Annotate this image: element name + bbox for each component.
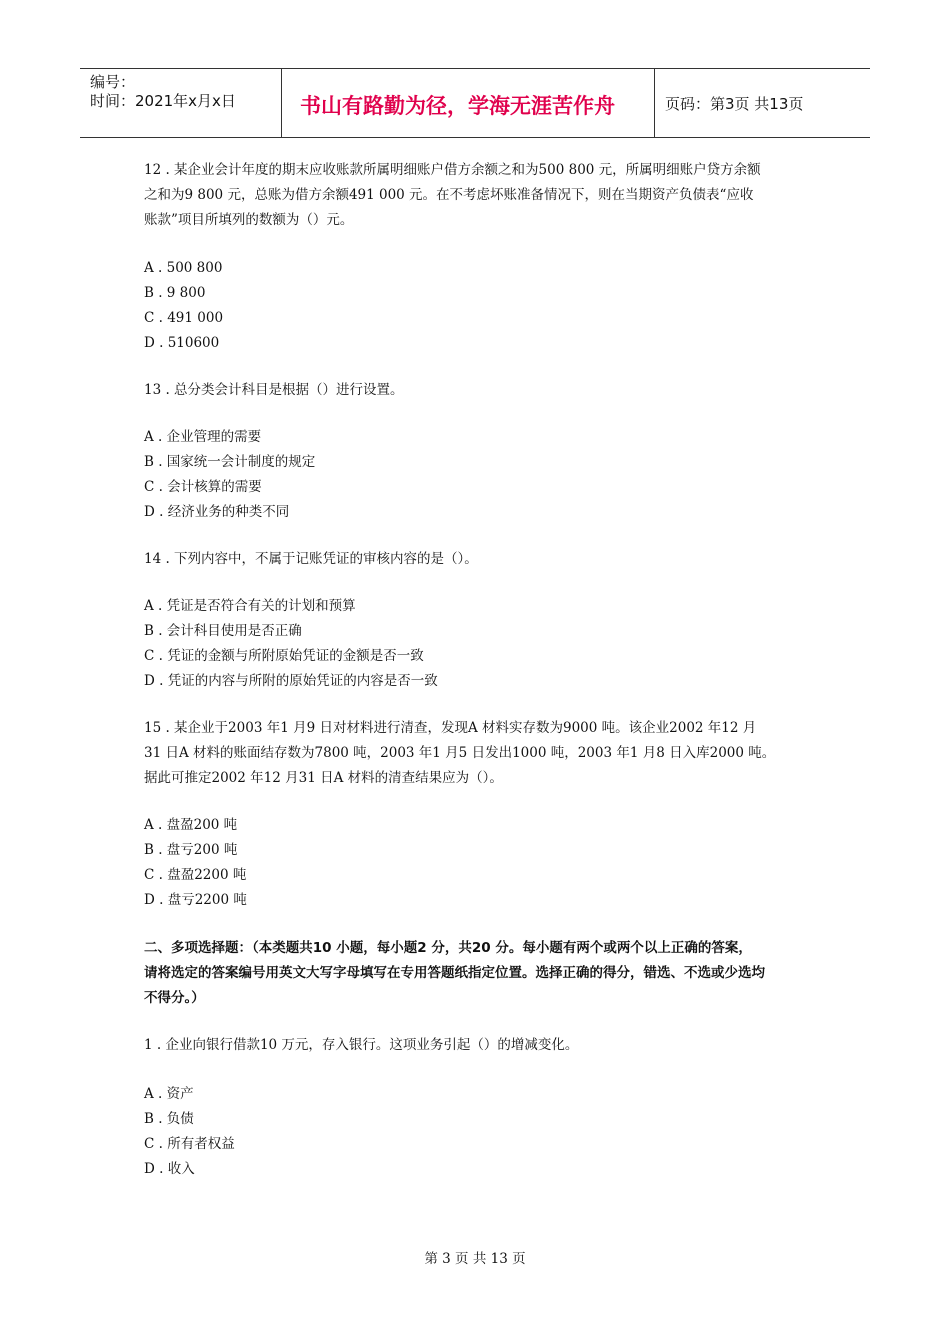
q12-option-c: C . 491 000 [144,310,224,326]
q15-stem-line-2: 31 日A 材料的账面结存数为7800 吨，2003 年1 月5 日发出1000 吨，2003 年1 月8 日入库2000 吨。 [144,745,776,761]
page-footer: 第 3 页 共 13 页 [424,1251,526,1267]
q15-option-b: B . 盘亏200 吨 [144,842,238,858]
date-line: 时间：2021年x月x日 [90,92,236,110]
q13-option-c: C . 会计核算的需要 [144,479,262,495]
header-page-cell [655,69,870,137]
q15-option-a: A . 盘盈200 吨 [144,817,238,833]
q14-stem: 14 . 下列内容中，不属于记账凭证的审核内容的是（）。 [144,551,478,567]
motto: 书山有路勤为径，学海无涯苦作舟 [300,94,615,118]
q14-option-a: A . 凭证是否符合有关的计划和预算 [144,598,356,614]
page-header [80,68,870,138]
q12-option-a: A . 500 800 [144,260,223,276]
mc1-stem: 1 . 企业向银行借款10 万元，存入银行。这项业务引起（）的增减变化。 [144,1037,579,1053]
q13-option-a: A . 企业管理的需要 [144,429,262,445]
number-label: 编号： [90,73,136,91]
q12-stem-line-2: 之和为9 800 元，总账为借方余额491 000 元。在不考虑坏账准备情况下，则在当期资产负债表“应收 [144,187,754,203]
mc1-option-b: B . 负债 [144,1111,194,1127]
header-page-info: 页码：第3页 共13页 [665,95,804,113]
q12-stem-line-1: 12 . 某企业会计年度的期末应收账款所属明细账户借方余额之和为500 800 元，所属明细账户贷方余额 [144,162,761,178]
q15-option-c: C . 盘盈2200 吨 [144,867,247,883]
q13-stem: 13 . 总分类会计科目是根据（）进行设置。 [144,382,404,398]
q14-option-b: B . 会计科目使用是否正确 [144,623,302,639]
q15-stem-line-1: 15 . 某企业于2003 年1 月9 日对材料进行清查，发现A 材料实存数为9000 吨。该企业2002 年12 月 [144,720,757,736]
q12-option-b: B . 9 800 [144,285,206,301]
q13-option-b: B . 国家统一会计制度的规定 [144,454,316,470]
header-left-cell [80,69,282,137]
section2-heading-line-2: 请将选定的答案编号用英文大写字母填写在专用答题纸指定位置。选择正确的得分，错选、不选或少选均 [144,965,765,981]
mc1-option-a: A . 资产 [144,1086,194,1102]
q15-stem-line-3: 据此可推定2002 年12 月31 日A 材料的清查结果应为（）。 [144,770,503,786]
header-motto-cell [282,69,655,137]
mc1-option-c: C . 所有者权益 [144,1136,235,1152]
q15-option-d: D . 盘亏2200 吨 [144,892,247,908]
q12-option-d: D . 510600 [144,335,220,351]
q12-stem-line-3: 账款”项目所填列的数额为（）元。 [144,212,354,228]
q13-option-d: D . 经济业务的种类不同 [144,504,290,520]
mc1-option-d: D . 收入 [144,1161,195,1177]
section2-heading-line-1: 二、多项选择题：（本类题共10 小题，每小题2 分，共20 分。每小题有两个或两个以上正确的答案， [144,940,752,956]
q14-option-c: C . 凭证的金额与所附原始凭证的金额是否一致 [144,648,424,664]
section2-heading-line-3: 不得分。） [144,990,205,1006]
q14-option-d: D . 凭证的内容与所附的原始凭证的内容是否一致 [144,673,438,689]
